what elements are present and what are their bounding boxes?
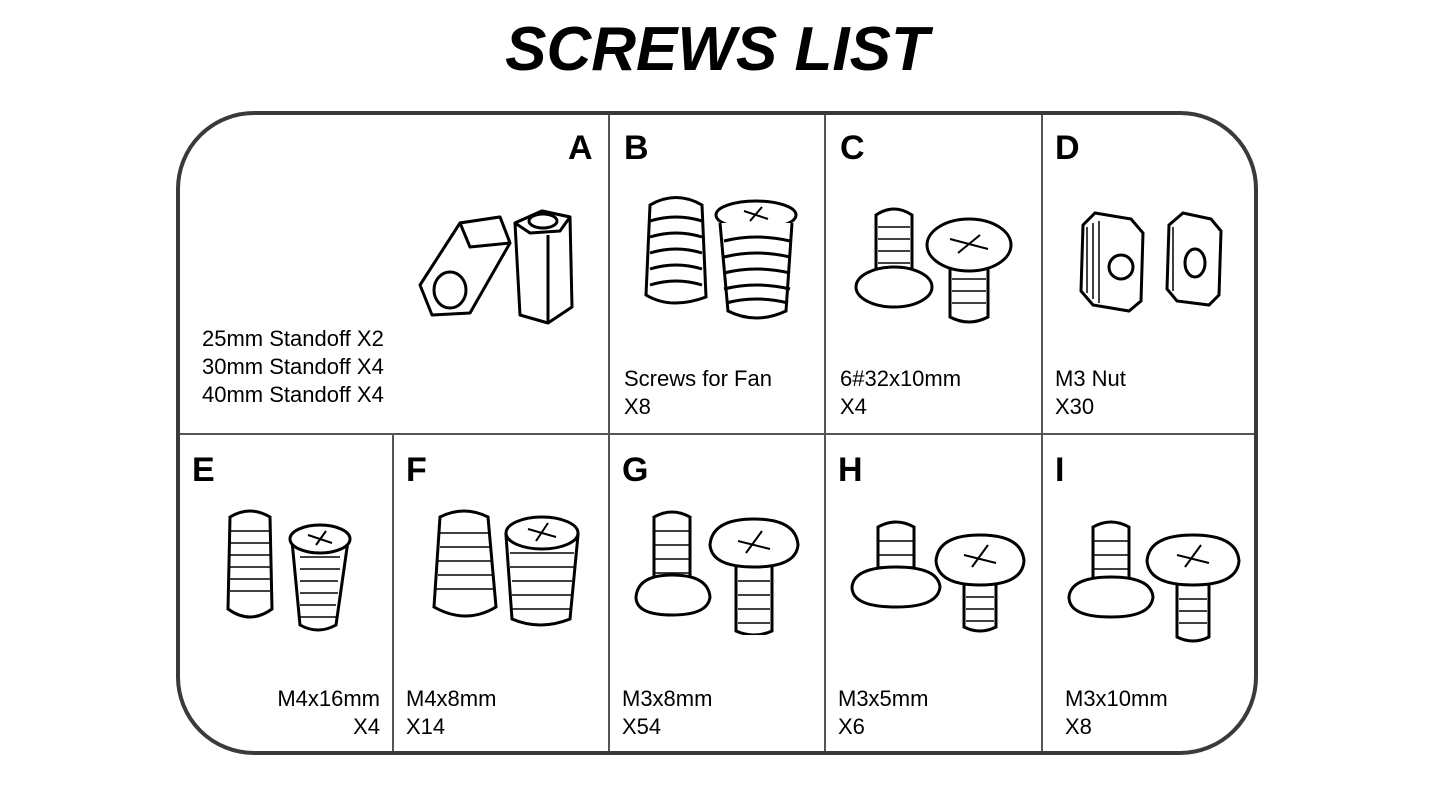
item-label-line: 25mm Standoff X2 — [202, 326, 384, 351]
item-label-line: X6 — [838, 714, 865, 739]
screws-board — [176, 111, 1258, 755]
nut-icon — [1073, 205, 1233, 315]
item-label — [840, 365, 961, 421]
item-label-line: 40mm Standoff X4 — [202, 382, 384, 407]
item-letter: A — [568, 129, 593, 167]
item-letter: I — [1055, 451, 1065, 489]
fan-screw-icon — [636, 185, 806, 325]
item-label — [202, 325, 384, 409]
item-a — [180, 115, 608, 433]
item-c — [826, 115, 1041, 433]
item-label-line: X4 — [840, 394, 867, 419]
item-i — [1043, 435, 1258, 755]
item-label — [277, 685, 380, 741]
item-label-line: 30mm Standoff X4 — [202, 354, 384, 379]
item-e — [180, 435, 392, 755]
item-label — [838, 685, 928, 741]
item-b — [610, 115, 824, 433]
item-label-line: X14 — [406, 714, 446, 739]
item-d — [1043, 115, 1258, 433]
item-label — [1065, 685, 1168, 741]
item-label-line: X4 — [353, 714, 380, 739]
item-label-line: X8 — [624, 394, 651, 419]
item-f — [394, 435, 608, 755]
item-label-line: Screws for Fan — [624, 366, 772, 391]
screw-icon — [854, 195, 1024, 325]
item-label-line: M4x16mm — [277, 686, 380, 711]
item-label — [1055, 365, 1126, 421]
item-label-line: X54 — [622, 714, 662, 739]
screw-icon — [220, 501, 360, 641]
item-g — [610, 435, 824, 755]
item-label-line: M3x5mm — [838, 686, 929, 711]
item-letter: E — [192, 451, 215, 489]
item-letter: B — [624, 129, 649, 167]
page-title: SCREWS LIST — [505, 15, 929, 84]
item-label — [624, 365, 772, 421]
item-label-line: M3x10mm — [1065, 686, 1168, 711]
item-label-line: M4x8mm — [406, 686, 497, 711]
item-label-line: X8 — [1065, 714, 1092, 739]
item-label-line: M3x8mm — [622, 686, 713, 711]
item-letter: F — [406, 451, 427, 489]
screw-icon — [848, 515, 1038, 635]
item-letter: D — [1055, 129, 1080, 167]
item-label-line: M3 Nut — [1055, 366, 1126, 391]
item-letter: G — [622, 451, 649, 489]
item-letter: C — [840, 129, 865, 167]
item-label-line: X30 — [1055, 394, 1095, 419]
item-letter: H — [838, 451, 863, 489]
item-label — [406, 685, 496, 741]
screw-icon — [428, 505, 588, 635]
standoff-icon — [410, 195, 590, 335]
item-label-line: 6#32x10mm — [840, 366, 962, 391]
item-h — [826, 435, 1041, 755]
screw-icon — [632, 505, 812, 635]
item-label — [622, 685, 712, 741]
screw-icon — [1067, 515, 1247, 645]
